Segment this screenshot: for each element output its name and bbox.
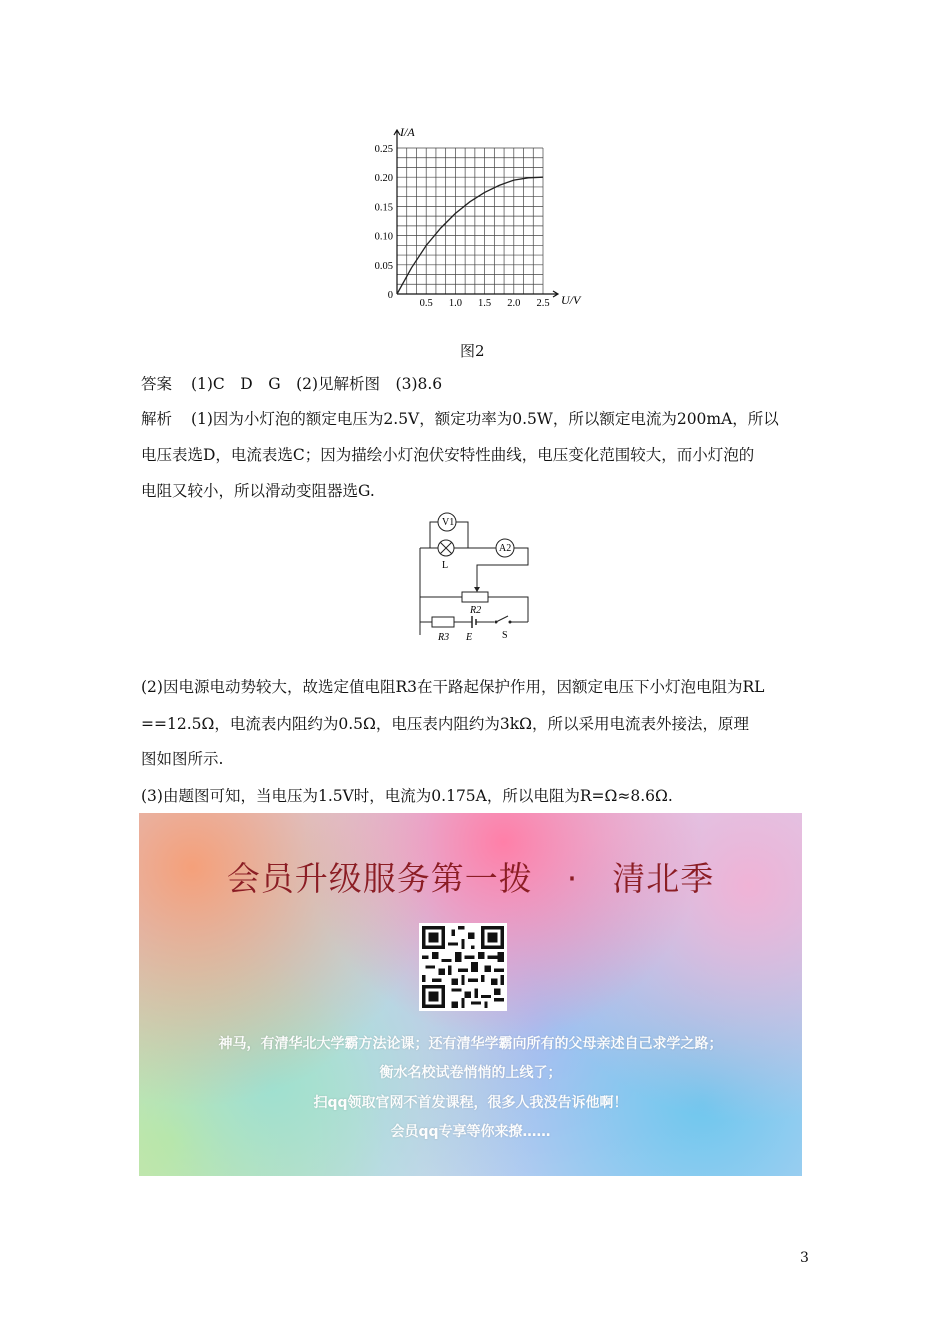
y-tick-label: 0.10 bbox=[374, 231, 393, 243]
y-tick-label: 0.05 bbox=[374, 260, 393, 272]
iu-graph bbox=[360, 122, 600, 322]
y-tick-label: 0.20 bbox=[374, 173, 393, 185]
x-tick-label: 1.0 bbox=[448, 298, 462, 309]
y-tick-label: 0.25 bbox=[374, 144, 393, 155]
banner-title: 会员升级服务第一拨 · 清北季 bbox=[226, 859, 715, 898]
x-tick-label: 0.5 bbox=[419, 298, 433, 309]
analysis-label: 解析 bbox=[141, 410, 173, 428]
circuit-diagram bbox=[410, 510, 540, 645]
banner-line-1: 神马，有清华北大学霸方法论课；还有清华学霸向所有的父母亲述自己求学之路； bbox=[218, 1036, 723, 1052]
switch-label: S bbox=[502, 630, 508, 641]
banner-line-3: 扫qq领取官网不首发课程，很多人我没告诉他啊！ bbox=[313, 1095, 628, 1111]
qr-code-icon[interactable] bbox=[419, 923, 507, 1011]
x-axis bbox=[397, 291, 558, 297]
y-axis bbox=[394, 130, 400, 294]
x-tick-label: 2.0 bbox=[507, 298, 521, 309]
battery-label: E bbox=[466, 632, 473, 643]
answer-text: (1)C D G (2)见解析图 (3)8.6 bbox=[190, 375, 443, 393]
x-tick-label: 1.5 bbox=[478, 298, 492, 309]
analysis-p2-l1: (2)因电源电动势较大，故选定值电阻R3在干路起保护作用，因额定电压下小灯泡电阻为RL bbox=[141, 678, 765, 696]
graph-grid bbox=[397, 148, 543, 294]
analysis-p1-l2: 电压表选D，电流表选C；因为描绘小灯泡伏安特性曲线，电压变化范围较大，而小灯泡的 bbox=[141, 446, 755, 464]
rheostat-icon bbox=[462, 592, 488, 602]
y-tick-label: 0 bbox=[387, 290, 393, 301]
battery-icon bbox=[472, 616, 476, 628]
x-tick-label: 2.5 bbox=[536, 298, 550, 309]
analysis-p1-l3: 电阻又较小，所以滑动变阻器选G. bbox=[141, 482, 375, 500]
analysis-line-1 bbox=[141, 407, 779, 429]
page-number: 3 bbox=[800, 1250, 809, 1266]
rheostat-label: R2 bbox=[470, 605, 482, 616]
ammeter-label: A2 bbox=[499, 543, 512, 554]
resistor-icon bbox=[432, 617, 454, 627]
figure-caption: 图2 bbox=[460, 342, 485, 360]
resistor-label: R3 bbox=[438, 632, 450, 643]
y-axis-label: I/A bbox=[400, 125, 415, 139]
lamp-label: L bbox=[442, 560, 449, 571]
x-axis-label: U/V bbox=[561, 293, 581, 307]
answer-line bbox=[141, 372, 442, 394]
analysis-p2-l3: 图如图所示. bbox=[141, 750, 224, 768]
voltmeter-label: V1 bbox=[442, 517, 455, 528]
answer-label: 答案 bbox=[141, 375, 173, 393]
promo-banner bbox=[139, 813, 802, 1176]
analysis-p3-l1: (3)由题图可知，当电压为1.5V时，电流为0.175A，所以电阻为R=Ω≈8.6Ω. bbox=[141, 787, 673, 805]
banner-line-4: 会员qq专享等你来撩…… bbox=[390, 1124, 551, 1140]
y-tick-label: 0.15 bbox=[374, 202, 393, 214]
banner-line-2: 衡水名校试卷悄悄的上线了； bbox=[379, 1065, 562, 1081]
analysis-p1-l1: (1)因为小灯泡的额定电压为2.5V，额定功率为0.5W，所以额定电流为200mA，所以 bbox=[190, 410, 779, 428]
analysis-p2-l2: ==12.5Ω，电流表内阻约为0.5Ω，电压表内阻约为3kΩ，所以采用电流表外接法，原理 bbox=[141, 715, 749, 733]
